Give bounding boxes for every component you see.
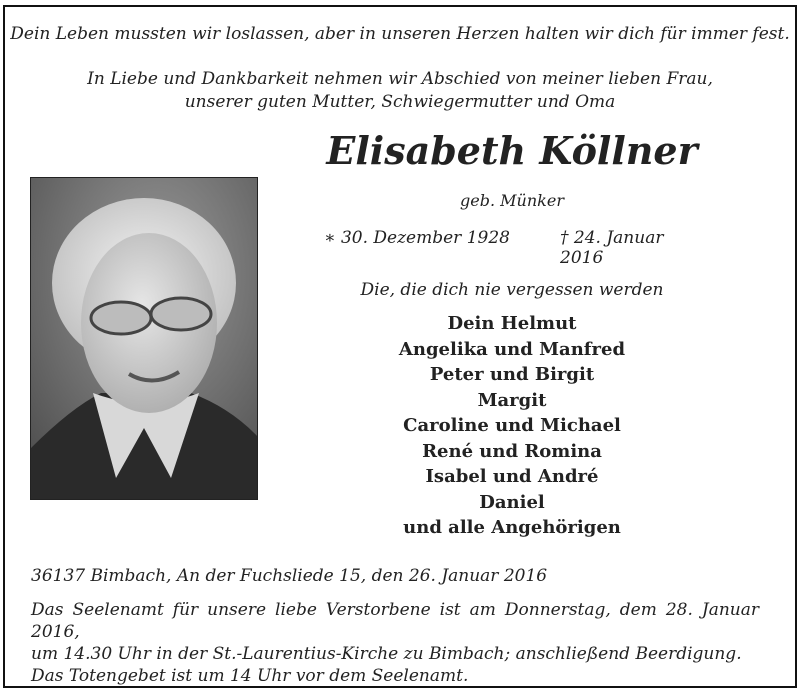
mourner-name: René und Romina <box>422 440 602 462</box>
mourner-name: Caroline und Michael <box>403 415 621 436</box>
mourner-name: Peter und Birgit <box>429 364 595 385</box>
mourners-list <box>312 311 712 541</box>
portrait-illustration <box>31 178 258 500</box>
mourner-name: Dein Helmut <box>447 313 577 334</box>
announcement-intro <box>0 68 800 114</box>
mourner-name: Daniel <box>479 491 545 513</box>
mourner-name: Margit <box>477 389 547 411</box>
service-info-line: um 14.30 Uhr in der St.-Laurentius-Kirche zu Bimbach; anschließend Beerdigung. <box>31 644 742 664</box>
mourners-intro: Die, die dich nie vergessen werden <box>360 280 664 300</box>
mourner-name: Isabel und André <box>425 466 599 487</box>
birth-date: ∗ 30. Dezember 1928 <box>324 228 510 248</box>
address-date: 36137 Bimbach, An der Fuchsliede 15, den 26. Januar 2016 <box>31 566 548 586</box>
intro-line-1: In Liebe und Dankbarkeit nehmen wir Abschied von meiner lieben Frau, <box>87 69 713 89</box>
death-date: † 24. Januar 2016 <box>560 228 664 268</box>
mourner-name: Angelika und Manfred <box>398 338 626 360</box>
mourner-name: und alle Angehörigen <box>403 517 621 538</box>
service-info-line: Das Totengebet ist um 14 Uhr vor dem Seelenamt. <box>31 666 469 686</box>
maiden-name: geb. Münker <box>460 191 564 210</box>
service-info <box>31 599 759 687</box>
opening-verse: Dein Leben mussten wir loslassen, aber in unseren Herzen halten wir dich für immer fest. <box>10 24 790 44</box>
portrait-photo <box>30 177 258 500</box>
deceased-name: Elisabeth Köllner <box>326 128 698 173</box>
service-info-line: Das Seelenamt für unsere liebe Verstorbene ist am Donnerstag, dem 28. Januar 2016, <box>31 600 759 642</box>
intro-line-2: unserer guten Mutter, Schwiegermutter und Oma <box>184 92 616 112</box>
